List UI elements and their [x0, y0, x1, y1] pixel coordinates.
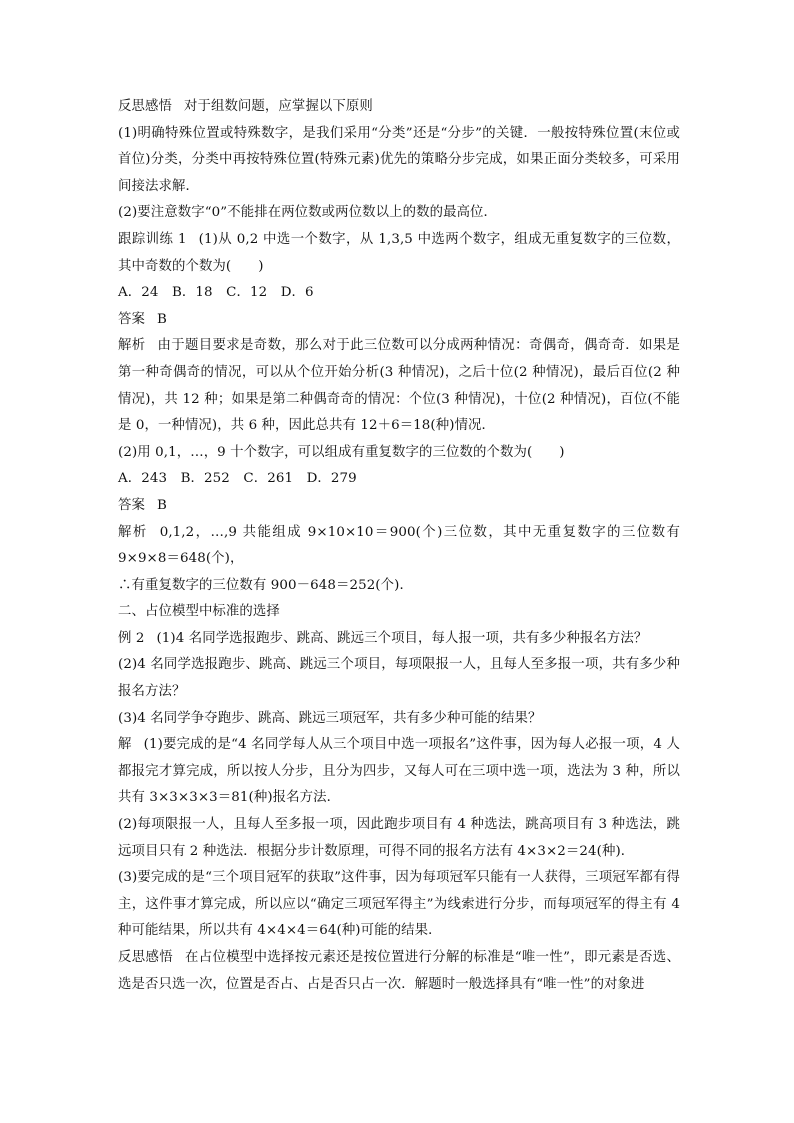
block-label: 跟踪训练 1 — [118, 231, 187, 247]
block-text: 在占位模型中选择按元素还是按位置进行分解的标准是“唯一性”，即元素是否选、选是否只选一次，位置是否占、占是否只占一次．解题时一般选择具有“唯一性”的对象进 — [118, 950, 681, 992]
solution-part-1 — [118, 732, 680, 812]
block-label: 例 2 — [118, 630, 145, 646]
block-label: 解 — [118, 737, 132, 753]
example-2-part-2 — [118, 652, 680, 705]
block-text: A．24 B．18 C．12 D．6 — [118, 285, 314, 301]
principle-2 — [118, 200, 680, 227]
exercise-2-question — [118, 440, 680, 467]
block-text: (2)用 0,1，…，9 十个数字，可以组成有重复数字的三位数的个数为( ) — [118, 444, 565, 460]
block-label: 解析 — [118, 338, 146, 354]
block-text: (2)每项限报一人，且每人至多报一项，因此跑步项目有 4 种选法，跳高项目有 3 种选法，跳远项目只有 2 种选法．根据分步计数原理，可得不同的报名方法有 4×3×2＝24(种)． — [118, 817, 680, 859]
document-page — [118, 94, 685, 998]
exercise-1-question — [118, 227, 680, 280]
block-text: (1)4 名同学选报跑步、跳高、跳远三个项目，每人报一项，共有多少种报名方法？ — [156, 630, 648, 646]
exercise-1-answer — [118, 307, 680, 334]
solution-part-3 — [118, 865, 685, 945]
block-text: (3)4 名同学争夺跑步、跳高、跳远三项冠军，共有多少种可能的结果？ — [118, 710, 542, 726]
block-text: (1)明确特殊位置或特殊数字，是我们采用“分类”还是“分步”的关键．一般按特殊位置(末位或首位)分类，分类中再按特殊位置(特殊元素)优先的策略分步完成，如果正面分类较多，可采用间接法求解． — [118, 125, 680, 194]
block-text: 由于题目要求是奇数，那么对于此三位数可以分成两种情况：奇偶奇，偶奇奇．如果是第一种奇偶奇的情况，可以从个位开始分析(3 种情况)，之后十位(2 种情况)，最后百位(2 种情况)，共 12 种；如果是第二种偶奇奇的情况：个位(3 种情况)，十位(2 种情况)，百位(不能是 0，一种情况)，共 6 种，因此总共有 12＋6＝18(种)情况． — [118, 338, 680, 434]
exercise-1-analysis — [118, 333, 680, 439]
block-text: 对于组数问题，应掌握以下原则 — [183, 99, 373, 114]
section-heading — [118, 599, 680, 626]
block-text: B — [156, 311, 167, 327]
block-label: 解析 — [118, 524, 148, 540]
block-label: 反思感悟 — [118, 950, 173, 965]
block-text: (1)从 0,2 中选一个数字，从 1,3,5 中选两个数字，组成无重复数字的三位数，其中奇数的个数为( ) — [118, 231, 680, 274]
exercise-1-options — [118, 280, 680, 307]
example-2-part-1 — [118, 626, 680, 653]
block-text: B — [156, 497, 167, 513]
exercise-2-answer — [118, 493, 680, 520]
example-2-part-3 — [118, 706, 680, 733]
exercise-2-options — [118, 466, 680, 493]
block-text: (2)要注意数字“0”不能排在两位数或两位数以上的数的最高位． — [118, 205, 498, 221]
solution-part-2 — [118, 812, 680, 865]
exercise-2-conclusion — [118, 573, 680, 600]
reflection-2 — [118, 945, 680, 998]
exercise-2-analysis — [118, 520, 685, 573]
block-label: 答案 — [118, 497, 145, 513]
block-label: 答案 — [118, 311, 145, 327]
block-text: 二、占位模型中标准的选择 — [118, 604, 280, 620]
block-text: ∴有重复数字的三位数有 900－648＝252(个)． — [118, 577, 413, 593]
principle-1 — [118, 121, 680, 201]
block-text: A．243 B．252 C．261 D．279 — [118, 471, 357, 487]
block-text: 0,1,2，…,9 共能组成 9×10×10＝900(个)三位数，其中无重复数字的三位数有 9×9×8＝648(个)， — [118, 524, 685, 567]
block-label: 反思感悟 — [118, 99, 172, 114]
reflection-heading — [118, 94, 680, 121]
block-text: (3)要完成的是“三个项目冠军的获取”这件事，因为每项冠军只能有一人获得，三项冠军都有得主，这件事才算完成，所以应以“确定三项冠军得主”为线索进行分步，而每项冠军的得主有 4 种可能结果，所以共有 4×4×4＝64(种)可能的结果． — [118, 870, 685, 939]
block-text: (2)4 名同学选报跑步、跳高、跳远三个项目，每项限报一人，且每人至多报一项，共有多少种报名方法？ — [118, 657, 680, 700]
block-text: (1)要完成的是“4 名同学每人从三个项目中选一项报名”这件事，因为每人必报一项，4 人都报完才算完成，所以按人分步，且分为四步，又每人可在三项中选一项，选法为 3 种，所以共有 3×3×3×3＝81(种)报名方法． — [118, 737, 680, 806]
